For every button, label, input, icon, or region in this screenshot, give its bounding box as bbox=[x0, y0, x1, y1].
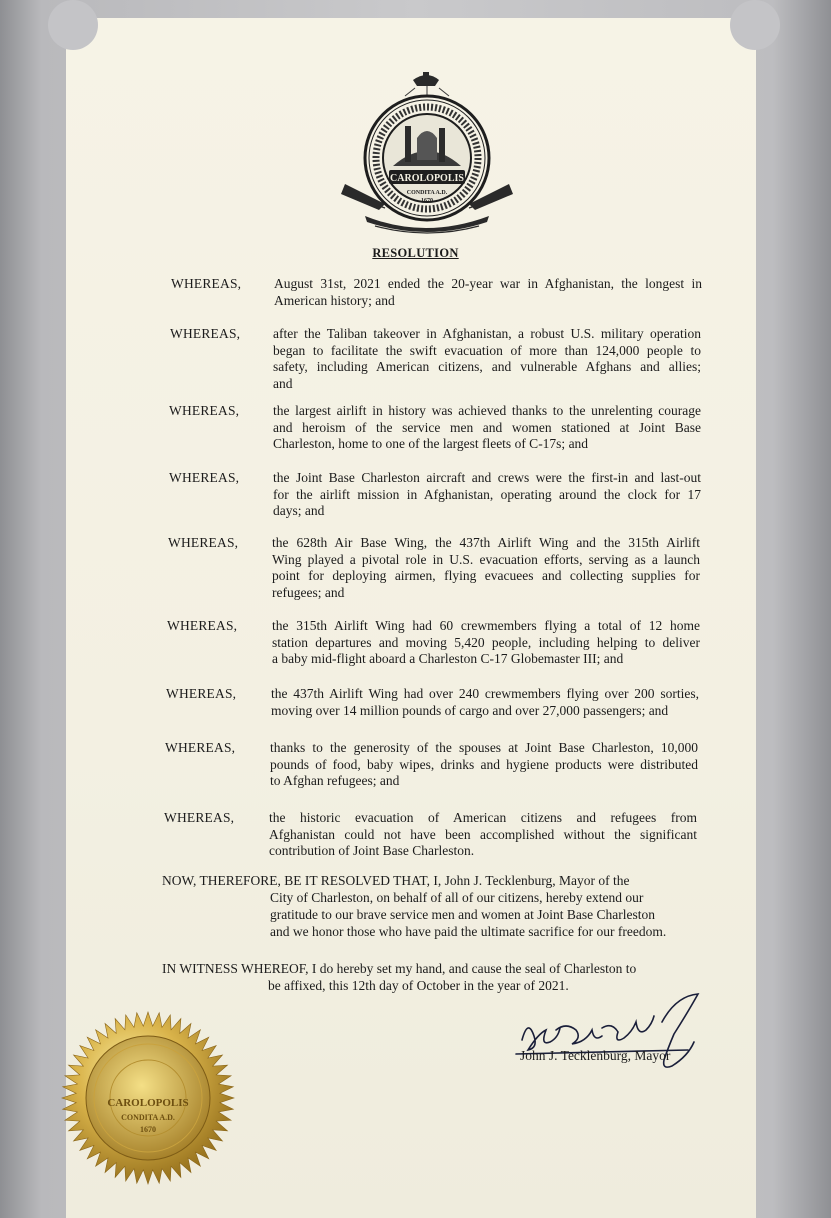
witness-line-2: be affixed, this 12th day of October in the year of 2021. bbox=[268, 978, 569, 993]
whereas-clause-text bbox=[269, 810, 697, 860]
whereas-clause-text bbox=[274, 276, 702, 309]
whereas-label: WHEREAS, bbox=[171, 276, 242, 291]
clause-line: after the Taliban takeover in Afghanistan, a robust U.S. military operation bbox=[273, 326, 701, 341]
whereas-clause-text bbox=[270, 740, 698, 790]
witness-paragraph bbox=[162, 960, 710, 994]
gold-seal-icon bbox=[58, 1008, 238, 1188]
gold-seal-name: CAROLOPOLIS bbox=[107, 1097, 189, 1109]
city-seal-icon bbox=[335, 66, 519, 242]
mayor-signature-icon bbox=[512, 992, 712, 1082]
clause-line: American history; and bbox=[274, 292, 395, 308]
clause-line: pounds of food, baby wipes, drinks and hygiene products were distributed bbox=[270, 756, 698, 772]
whereas-clause-text bbox=[271, 686, 699, 719]
clause-line: days; and bbox=[273, 503, 325, 518]
clause-line: moving over 14 million pounds of cargo and over 27,000 passengers; and bbox=[271, 702, 669, 718]
mayor-name-line: John J. Tecklenburg, Mayor bbox=[520, 1048, 671, 1063]
clause-line: refugees; and bbox=[272, 584, 345, 600]
whereas-clause-text bbox=[273, 470, 701, 520]
resolved-first-line: NOW, THEREFORE, BE IT RESOLVED THAT, I, John J. Tecklenburg, Mayor of the bbox=[162, 873, 630, 888]
witness-line-1: IN WITNESS WHEREOF, I do hereby set my hand, and cause the seal of Charleston to bbox=[162, 961, 637, 976]
clause-line: August 31st, 2021 ended the 20-year war in Afghanistan, the longest in bbox=[274, 276, 702, 291]
whereas-label: WHEREAS, bbox=[166, 686, 237, 701]
clause-line: safety, including American citizens, and vulnerable Afghans and allies; bbox=[273, 359, 701, 374]
paper-corner-top-left bbox=[48, 0, 98, 50]
paper-corner-top-right bbox=[730, 0, 780, 50]
clause-line: began to facilitate the swift evacuation of more than 124,000 people to bbox=[273, 342, 701, 358]
clause-line: the historic evacuation of American citizens and refugees from bbox=[269, 810, 697, 825]
whereas-label: WHEREAS, bbox=[164, 810, 235, 825]
whereas-label: WHEREAS, bbox=[170, 326, 241, 341]
resolved-paragraph bbox=[162, 872, 710, 940]
clause-line: contribution of Joint Base Charleston. bbox=[269, 843, 475, 858]
seal-banner-text: CAROLOPOLIS bbox=[390, 173, 464, 184]
whereas-clause-text bbox=[272, 618, 700, 668]
gold-seal-condita: CONDITA A.D. bbox=[121, 1113, 175, 1122]
whereas-label: WHEREAS, bbox=[169, 403, 240, 418]
clause-line: the 315th Airlift Wing had 60 crewmembers flying a total of 12 home bbox=[272, 618, 700, 633]
clause-line: and bbox=[273, 375, 293, 391]
whereas-clause-text bbox=[273, 403, 701, 453]
clause-line: a baby mid-flight aboard a Charleston C-17 Globemaster III; and bbox=[272, 651, 624, 666]
seal-year-text: 1670 bbox=[421, 198, 433, 204]
whereas-label: WHEREAS, bbox=[168, 535, 239, 550]
clause-line: and heroism of the service men and women stationed at Joint Base bbox=[273, 419, 701, 435]
whereas-clause-text bbox=[272, 535, 700, 601]
whereas-label: WHEREAS, bbox=[169, 470, 240, 485]
clause-line: to Afghan refugees; and bbox=[270, 773, 400, 788]
clause-line: the Joint Base Charleston aircraft and crews were the first-in and last-out bbox=[273, 470, 701, 485]
clause-line: station departures and moving 5,420 people, including helping to deliver bbox=[272, 634, 700, 650]
document-title: RESOLUTION bbox=[372, 246, 459, 260]
resolved-line: gratitude to our brave service men and women at Joint Base Charleston bbox=[270, 907, 656, 922]
clause-line: the 628th Air Base Wing, the 437th Airlift Wing and the 315th Airlift bbox=[272, 535, 700, 550]
resolved-line: City of Charleston, on behalf of all of our citizens, hereby extend our bbox=[270, 890, 644, 905]
gold-seal-year: 1670 bbox=[140, 1125, 156, 1134]
whereas-label: WHEREAS, bbox=[167, 618, 238, 633]
clause-line: point for deploying airmen, flying evacuees and collecting supplies for bbox=[272, 568, 700, 583]
whereas-label: WHEREAS, bbox=[165, 740, 236, 755]
whereas-clause-text bbox=[273, 326, 701, 392]
seal-condita-text: CONDITA A.D. bbox=[406, 190, 448, 196]
clause-line: for the airlift mission in Afghanistan, operating around the clock for 17 bbox=[273, 486, 701, 502]
clause-line: Charleston, home to one of the largest fleets of C-17s; and bbox=[273, 436, 589, 451]
resolved-line: and we honor those who have paid the ultimate sacrifice for our freedom. bbox=[270, 924, 667, 939]
clause-line: Afghanistan could not have been accomplished without the significant bbox=[269, 826, 697, 842]
clause-line: the largest airlift in history was achieved thanks to the unrelenting courage bbox=[273, 403, 701, 418]
clause-line: Wing played a pivotal role in U.S. evacuation efforts, serving as a launch bbox=[272, 551, 700, 567]
clause-line: thanks to the generosity of the spouses at Joint Base Charleston, 10,000 bbox=[270, 740, 698, 755]
clause-line: the 437th Airlift Wing had over 240 crewmembers flying over 200 sorties, bbox=[271, 686, 699, 701]
